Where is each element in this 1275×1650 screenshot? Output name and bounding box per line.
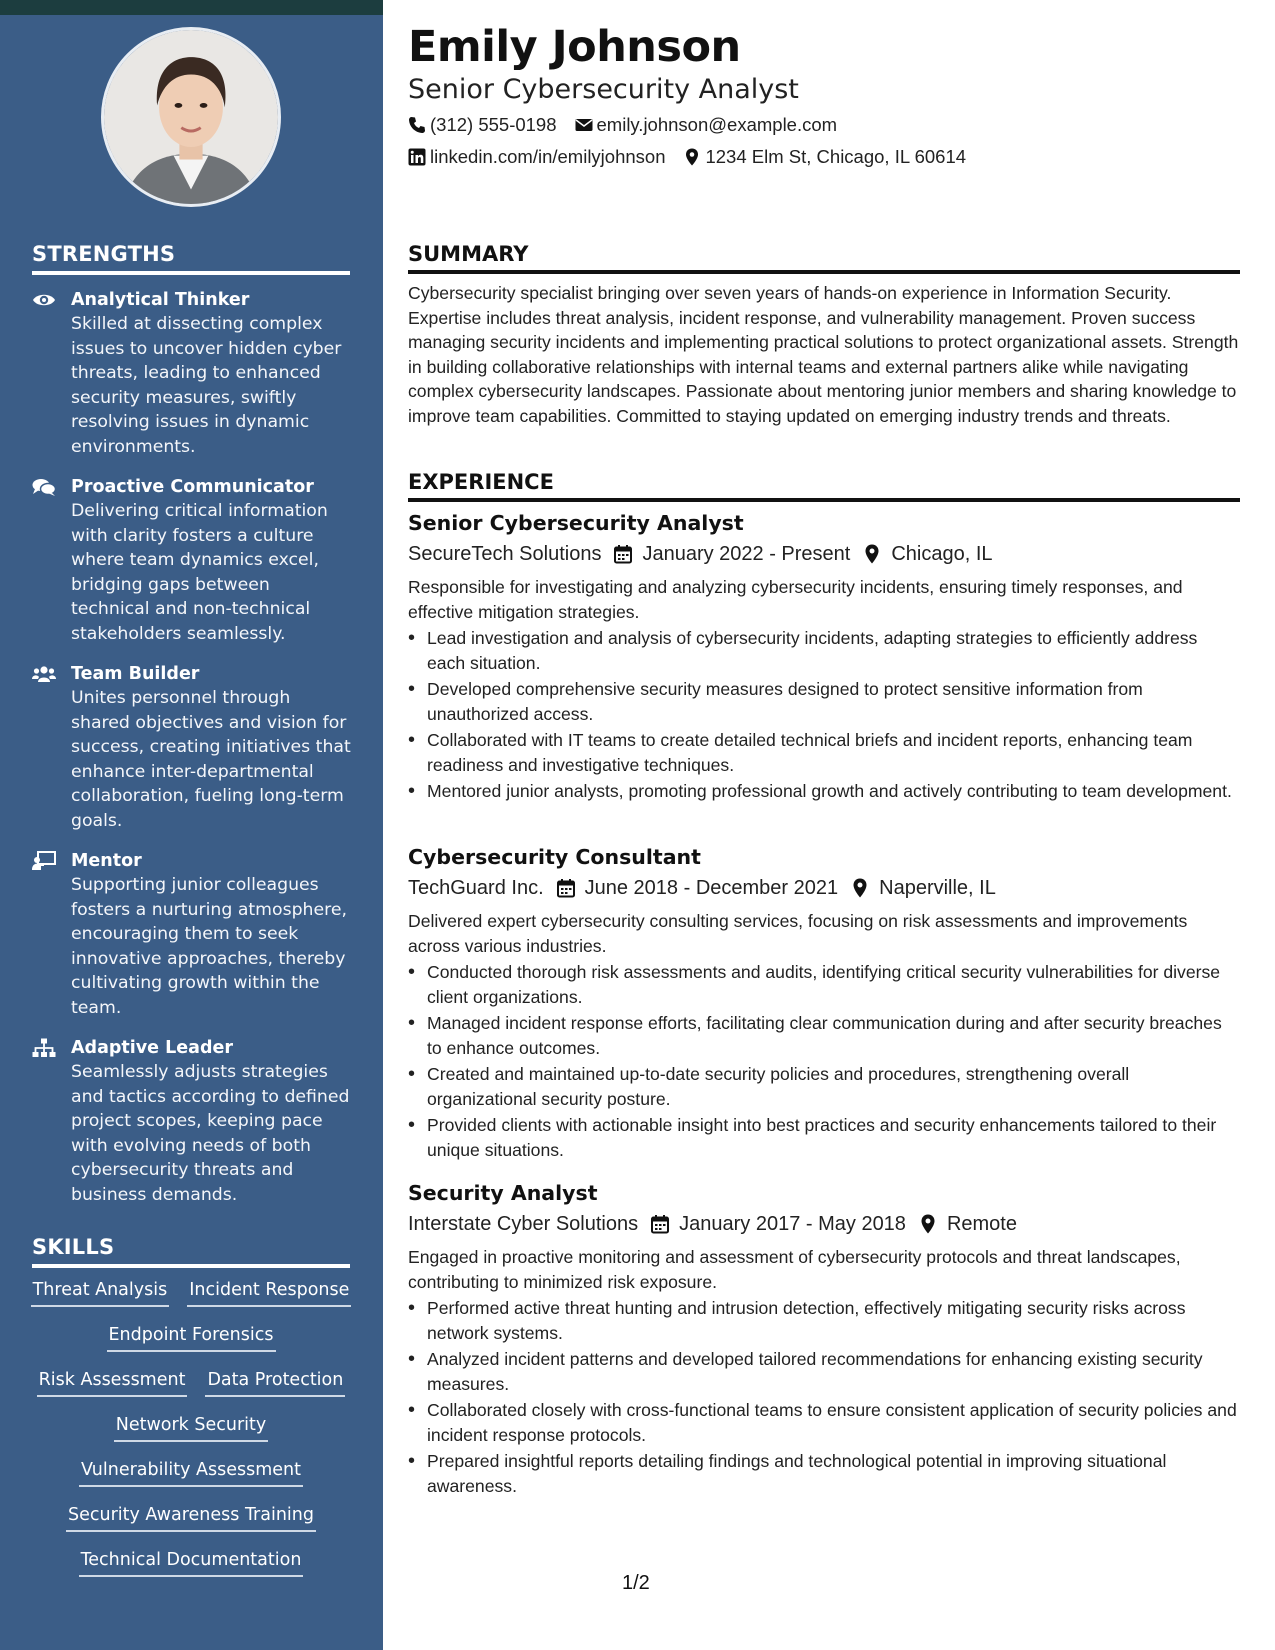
skills-row	[32, 1368, 350, 1397]
skills-row	[32, 1413, 350, 1442]
strength-title: Analytical Thinker	[71, 290, 250, 310]
job-location: Remote	[946, 1213, 1017, 1235]
strength-title: Team Builder	[71, 664, 200, 684]
job-description: Responsible for investigating and analyzing cybersecurity incidents, ensuring timely responses, and effective mitigation strategies.	[408, 577, 1183, 622]
strength-title: Proactive Communicator	[71, 477, 314, 497]
avatar	[101, 27, 281, 207]
candidate-name: Emily Johnson	[408, 22, 741, 72]
strength-description: Delivering critical information with clarity fosters a culture where team dynamics excel, bridging gaps between technical and non-technical stakeholders seamlessly.	[71, 501, 328, 644]
job-entry	[408, 509, 1240, 806]
address-text: 1234 Elm St, Chicago, IL 60614	[705, 146, 967, 167]
skill-tag: Technical Documentation	[79, 1548, 304, 1577]
strength-item	[32, 849, 352, 1020]
job-bullet: • Conducted thorough risk assessments and audits, identifying critical security vulnerabilities for diverse client organizations.	[408, 960, 1240, 1009]
sidebar	[0, 0, 383, 1650]
job-description: Engaged in proactive monitoring and assessment of cybersecurity protocols and threat landscapes, contributing to minimized risk exposure.	[408, 1247, 1181, 1292]
summary-text: Cybersecurity specialist bringing over seven years of hands-on experience in Information Security. Expertise includes threat analysis, incident response, and vulnerability management. Proven success managing security incidents and implementing practical solutions to protect organizational assets. Strength in building collaborative relationships with internal teams and external partners alike while navigating complex cybersecurity landscapes. Passionate about mentoring junior members and sharing knowledge to improve team capabilities. Committed to staying updated on emerging industry trends and threats.	[408, 283, 1239, 426]
strength-description: Skilled at dissecting complex issues to uncover hidden cyber threats, leading to enhanced security measures, swiftly resolving issues in dynamic environments.	[71, 314, 342, 457]
strength-title: Adaptive Leader	[71, 1038, 233, 1058]
contact-line-1	[408, 114, 855, 136]
job-bullet: • Provided clients with actionable insight into best practices and security enhancements tailored to their unique situations.	[408, 1113, 1240, 1162]
experience-heading: EXPERIENCE	[408, 470, 1240, 502]
skill-tag: Incident Response	[187, 1278, 351, 1307]
job-title: Senior Cybersecurity Analyst	[408, 511, 744, 535]
strength-item	[32, 288, 352, 459]
job-company: TechGuard Inc.	[408, 877, 544, 899]
skill-tag: Endpoint Forensics	[107, 1323, 276, 1352]
linkedin-icon	[408, 148, 426, 166]
sidebar-top-strip	[0, 0, 383, 15]
candidate-role: Senior Cybersecurity Analyst	[408, 74, 799, 105]
strength-item	[32, 475, 352, 646]
location-pin-icon	[862, 544, 882, 564]
avatar-photo	[104, 30, 278, 204]
job-bullet: • Collaborated with IT teams to create detailed technical briefs and incident reports, enhancing team readiness and investigative techniques.	[408, 728, 1240, 777]
envelope-icon	[575, 116, 593, 134]
job-bullet: • Created and maintained up-to-date security policies and procedures, strengthening overall organizational security posture.	[408, 1062, 1240, 1111]
skill-tag: Threat Analysis	[31, 1278, 170, 1307]
contact-address	[683, 146, 966, 168]
phone-text[interactable]: (312) 555-0198	[430, 114, 557, 135]
strengths-heading: STRENGTHS	[32, 242, 350, 275]
job-company: Interstate Cyber Solutions	[408, 1213, 639, 1235]
job-entry	[408, 1179, 1240, 1500]
job-meta	[408, 1211, 1240, 1237]
linkedin-link[interactable]: linkedin.com/in/emilyjohnson	[430, 146, 666, 167]
location-pin-icon	[918, 1214, 938, 1234]
job-bullet: • Prepared insightful reports detailing findings and technological potential in improving situational awareness.	[408, 1449, 1240, 1498]
contact-line-2	[408, 146, 984, 168]
location-pin-icon	[850, 878, 870, 898]
job-bullets	[408, 960, 1240, 1162]
job-bullet: • Mentored junior analysts, promoting professional growth and actively contributing to team development.	[408, 779, 1240, 804]
job-bullets	[408, 1296, 1240, 1498]
job-bullets	[408, 626, 1240, 804]
job-dates: January 2017 - May 2018	[679, 1213, 906, 1235]
strength-description: Seamlessly adjusts strategies and tactics according to defined project scopes, keeping pace with evolving needs of both cybersecurity threats and business demands.	[71, 1062, 350, 1205]
calendar-icon	[650, 1214, 670, 1234]
eye-icon	[32, 290, 56, 310]
skills-row	[32, 1548, 350, 1577]
job-bullet: • Managed incident response efforts, facilitating clear communication during and after security breaches to enhance outcomes.	[408, 1011, 1240, 1060]
strength-description: Supporting junior colleagues fosters a nurturing atmosphere, encouraging them to seek innovative approaches, thereby cultivating growth within the team.	[71, 875, 347, 1018]
job-dates: January 2022 - Present	[642, 543, 851, 565]
job-bullet: • Collaborated closely with cross-functional teams to ensure consistent application of security policies and incident response protocols.	[408, 1398, 1240, 1447]
calendar-icon	[613, 544, 633, 564]
sitemap-icon	[32, 1038, 56, 1058]
chalkboard-teacher-icon	[32, 851, 56, 871]
skill-tag: Vulnerability Assessment	[79, 1458, 303, 1487]
job-entry	[408, 843, 1240, 1164]
skills-row	[32, 1323, 350, 1352]
job-description: Delivered expert cybersecurity consulting services, focusing on risk assessments and improvements across various industries.	[408, 911, 1188, 956]
job-meta	[408, 541, 1240, 567]
strengths-list	[32, 288, 352, 1223]
email-link[interactable]: emily.johnson@example.com	[596, 114, 838, 135]
strength-item	[32, 1036, 352, 1207]
job-bullet: • Analyzed incident patterns and developed tailored recommendations for enhancing existing security measures.	[408, 1347, 1240, 1396]
skill-tag: Risk Assessment	[37, 1368, 188, 1397]
contact-email	[575, 114, 838, 136]
skill-tag: Security Awareness Training	[66, 1503, 316, 1532]
skill-tag: Network Security	[114, 1413, 269, 1442]
summary-heading: SUMMARY	[408, 242, 1240, 274]
page-number: 1/2	[622, 1572, 650, 1594]
job-title: Cybersecurity Consultant	[408, 845, 701, 869]
job-bullet: • Developed comprehensive security measures designed to protect sensitive information from unauthorized access.	[408, 677, 1240, 726]
contact-linkedin	[408, 146, 665, 168]
contact-phone	[408, 114, 557, 136]
skills-row	[32, 1278, 350, 1307]
job-dates: June 2018 - December 2021	[584, 877, 839, 899]
location-pin-icon	[683, 148, 701, 166]
comments-icon	[32, 477, 56, 497]
job-title: Security Analyst	[408, 1181, 598, 1205]
job-location: Chicago, IL	[891, 543, 993, 565]
strength-title: Mentor	[71, 851, 142, 871]
phone-icon	[408, 116, 426, 134]
skill-tag: Data Protection	[205, 1368, 345, 1397]
strength-item	[32, 662, 352, 833]
job-bullet: • Performed active threat hunting and intrusion detection, effectively mitigating security risks across network systems.	[408, 1296, 1240, 1345]
skills-heading: SKILLS	[32, 1235, 350, 1268]
calendar-icon	[556, 878, 576, 898]
job-bullet: • Lead investigation and analysis of cybersecurity incidents, adapting strategies to efficiently address each situation.	[408, 626, 1240, 675]
job-meta	[408, 875, 1240, 901]
users-icon	[32, 664, 56, 684]
skills-row	[32, 1503, 350, 1532]
skills-list	[32, 1278, 350, 1593]
skills-row	[32, 1458, 350, 1487]
job-company: SecureTech Solutions	[408, 543, 602, 565]
strength-description: Unites personnel through shared objectives and vision for success, creating initiatives that enhance inter-departmental collaboration, fueling long-term goals.	[71, 688, 351, 831]
job-location: Naperville, IL	[879, 877, 996, 899]
